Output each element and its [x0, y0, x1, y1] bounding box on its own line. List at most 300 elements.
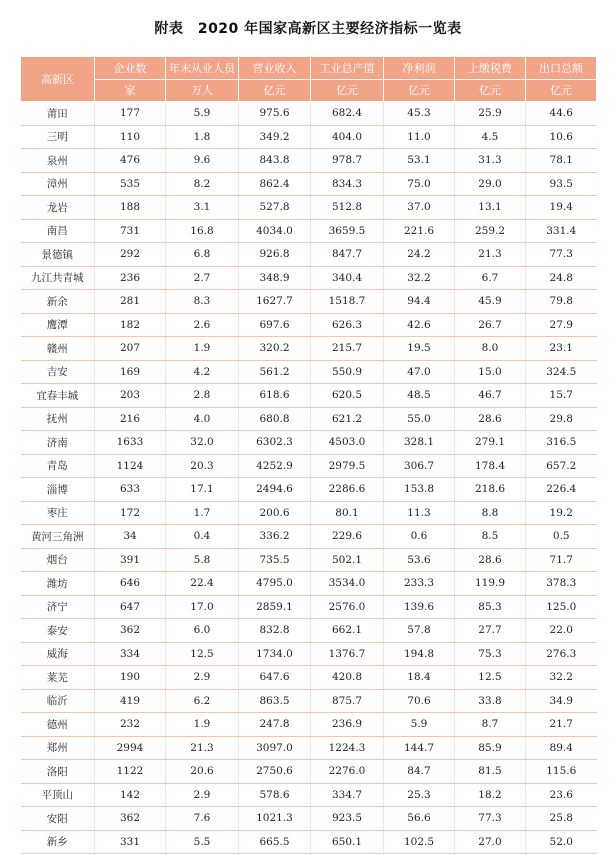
value-cell: 53.1 — [384, 149, 455, 173]
value-cell: 621.2 — [311, 407, 384, 431]
value-cell: 535 — [95, 172, 166, 196]
zone-name-cell: 烟台 — [21, 548, 95, 572]
value-cell: 4.2 — [166, 360, 239, 384]
value-cell: 125.0 — [526, 595, 597, 619]
value-cell: 419 — [95, 689, 166, 713]
value-cell: 21.3 — [455, 243, 526, 267]
value-cell: 4503.0 — [311, 431, 384, 455]
value-cell: 29.0 — [455, 172, 526, 196]
value-cell: 177 — [95, 102, 166, 126]
value-cell: 1518.7 — [311, 290, 384, 314]
zone-name-cell: 三明 — [21, 125, 95, 149]
value-cell: 1122 — [95, 760, 166, 784]
value-cell: 81.5 — [455, 760, 526, 784]
value-cell: 8.0 — [455, 337, 526, 361]
value-cell: 25.3 — [384, 783, 455, 807]
value-cell: 328.1 — [384, 431, 455, 455]
value-cell: 29.8 — [526, 407, 597, 431]
value-cell: 13.1 — [455, 196, 526, 220]
value-cell: 75.0 — [384, 172, 455, 196]
table-row — [21, 454, 597, 478]
value-cell: 78.1 — [526, 149, 597, 173]
table-row — [21, 689, 597, 713]
value-cell: 646 — [95, 572, 166, 596]
value-cell: 647 — [95, 595, 166, 619]
value-cell: 662.1 — [311, 619, 384, 643]
value-cell: 42.6 — [384, 313, 455, 337]
value-cell: 26.7 — [455, 313, 526, 337]
value-cell: 89.4 — [526, 736, 597, 760]
value-cell: 316.5 — [526, 431, 597, 455]
value-cell: 863.5 — [239, 689, 311, 713]
value-cell: 27.0 — [455, 830, 526, 854]
unit-header: 亿元 — [455, 79, 526, 102]
value-cell: 875.7 — [311, 689, 384, 713]
value-cell: 21.3 — [166, 736, 239, 760]
value-cell: 110 — [95, 125, 166, 149]
value-cell: 18.2 — [455, 783, 526, 807]
value-cell: 2.8 — [166, 384, 239, 408]
value-cell: 33.8 — [455, 689, 526, 713]
zone-name-cell: 平顶山 — [21, 783, 95, 807]
value-cell: 55.0 — [384, 407, 455, 431]
value-cell: 2859.1 — [239, 595, 311, 619]
table-row — [21, 736, 597, 760]
value-cell: 3.1 — [166, 196, 239, 220]
value-cell: 2286.6 — [311, 478, 384, 502]
unit-header: 亿元 — [526, 79, 597, 102]
column-header: 营业收入 — [239, 57, 311, 80]
value-cell: 215.7 — [311, 337, 384, 361]
table-row — [21, 313, 597, 337]
zone-name-cell: 漳州 — [21, 172, 95, 196]
value-cell: 44.6 — [526, 102, 597, 126]
value-cell: 142 — [95, 783, 166, 807]
value-cell: 847.7 — [311, 243, 384, 267]
zone-name-cell: 淄博 — [21, 478, 95, 502]
value-cell: 2494.6 — [239, 478, 311, 502]
zone-name-cell: 新乡 — [21, 830, 95, 854]
table-body — [21, 102, 597, 854]
value-cell: 226.4 — [526, 478, 597, 502]
value-cell: 279.1 — [455, 431, 526, 455]
value-cell: 378.3 — [526, 572, 597, 596]
value-cell: 9.6 — [166, 149, 239, 173]
value-cell: 19.4 — [526, 196, 597, 220]
value-cell: 77.3 — [526, 243, 597, 267]
zone-name-cell: 黄河三角洲 — [21, 525, 95, 549]
value-cell: 550.9 — [311, 360, 384, 384]
value-cell: 502.1 — [311, 548, 384, 572]
value-cell: 336.2 — [239, 525, 311, 549]
unit-row — [21, 79, 597, 102]
value-cell: 169 — [95, 360, 166, 384]
table-row — [21, 290, 597, 314]
value-cell: 218.6 — [455, 478, 526, 502]
value-cell: 281 — [95, 290, 166, 314]
value-cell: 5.9 — [166, 102, 239, 126]
value-cell: 1.9 — [166, 713, 239, 737]
zone-name-cell: 莆田 — [21, 102, 95, 126]
zone-name-cell: 泰安 — [21, 619, 95, 643]
table-row — [21, 431, 597, 455]
value-cell: 15.7 — [526, 384, 597, 408]
value-cell: 178.4 — [455, 454, 526, 478]
value-cell: 665.5 — [239, 830, 311, 854]
zone-name-cell: 抚州 — [21, 407, 95, 431]
value-cell: 19.2 — [526, 501, 597, 525]
value-cell: 6.8 — [166, 243, 239, 267]
table-row — [21, 619, 597, 643]
value-cell: 85.3 — [455, 595, 526, 619]
value-cell: 975.6 — [239, 102, 311, 126]
table-row — [21, 548, 597, 572]
value-cell: 119.9 — [455, 572, 526, 596]
zone-name-cell: 宜春丰城 — [21, 384, 95, 408]
zone-name-cell: 德州 — [21, 713, 95, 737]
value-cell: 2576.0 — [311, 595, 384, 619]
value-cell: 79.8 — [526, 290, 597, 314]
value-cell: 32.0 — [166, 431, 239, 455]
unit-header: 亿元 — [311, 79, 384, 102]
value-cell: 24.2 — [384, 243, 455, 267]
value-cell: 102.5 — [384, 830, 455, 854]
zone-name-cell: 赣州 — [21, 337, 95, 361]
value-cell: 45.9 — [455, 290, 526, 314]
zone-name-cell: 莱芜 — [21, 666, 95, 690]
value-cell: 236 — [95, 266, 166, 290]
value-cell: 6.0 — [166, 619, 239, 643]
value-cell: 229.6 — [311, 525, 384, 549]
zone-name-cell: 临沂 — [21, 689, 95, 713]
table-row — [21, 149, 597, 173]
value-cell: 200.6 — [239, 501, 311, 525]
value-cell: 47.0 — [384, 360, 455, 384]
value-cell: 194.8 — [384, 642, 455, 666]
value-cell: 25.9 — [455, 102, 526, 126]
value-cell: 259.2 — [455, 219, 526, 243]
value-cell: 324.5 — [526, 360, 597, 384]
value-cell: 11.0 — [384, 125, 455, 149]
zone-name-cell: 洛阳 — [21, 760, 95, 784]
value-cell: 93.5 — [526, 172, 597, 196]
value-cell: 22.0 — [526, 619, 597, 643]
column-header: 年末从业人员 — [166, 57, 239, 80]
zone-name-cell: 威海 — [21, 642, 95, 666]
zone-name-cell: 泉州 — [21, 149, 95, 173]
value-cell: 0.6 — [384, 525, 455, 549]
page-title: 附表 2020 年国家高新区主要经济指标一览表 — [154, 21, 462, 37]
value-cell: 2.6 — [166, 313, 239, 337]
value-cell: 85.9 — [455, 736, 526, 760]
table-row — [21, 807, 597, 831]
value-cell: 3097.0 — [239, 736, 311, 760]
value-cell: 1.9 — [166, 337, 239, 361]
column-header: 出口总额 — [526, 57, 597, 80]
value-cell: 34.9 — [526, 689, 597, 713]
value-cell: 52.0 — [526, 830, 597, 854]
value-cell: 31.3 — [455, 149, 526, 173]
value-cell: 334 — [95, 642, 166, 666]
value-cell: 1627.7 — [239, 290, 311, 314]
value-cell: 77.3 — [455, 807, 526, 831]
value-cell: 207 — [95, 337, 166, 361]
value-cell: 188 — [95, 196, 166, 220]
table-row — [21, 266, 597, 290]
value-cell: 28.6 — [455, 407, 526, 431]
column-header: 企业数 — [95, 57, 166, 80]
value-cell: 362 — [95, 619, 166, 643]
value-cell: 626.3 — [311, 313, 384, 337]
value-cell: 1224.3 — [311, 736, 384, 760]
value-cell: 32.2 — [526, 666, 597, 690]
value-cell: 24.8 — [526, 266, 597, 290]
column-header-zone: 高新区 — [21, 57, 95, 102]
value-cell: 527.8 — [239, 196, 311, 220]
value-cell: 832.8 — [239, 619, 311, 643]
value-cell: 20.6 — [166, 760, 239, 784]
value-cell: 391 — [95, 548, 166, 572]
unit-header: 万人 — [166, 79, 239, 102]
value-cell: 27.7 — [455, 619, 526, 643]
value-cell: 2.7 — [166, 266, 239, 290]
value-cell: 71.7 — [526, 548, 597, 572]
value-cell: 362 — [95, 807, 166, 831]
value-cell: 84.7 — [384, 760, 455, 784]
value-cell: 172 — [95, 501, 166, 525]
header-row — [21, 57, 597, 80]
value-cell: 70.6 — [384, 689, 455, 713]
zone-name-cell: 新余 — [21, 290, 95, 314]
zone-name-cell: 鹰潭 — [21, 313, 95, 337]
value-cell: 0.4 — [166, 525, 239, 549]
value-cell: 10.6 — [526, 125, 597, 149]
value-cell: 6302.3 — [239, 431, 311, 455]
value-cell: 23.1 — [526, 337, 597, 361]
value-cell: 331 — [95, 830, 166, 854]
value-cell: 1021.3 — [239, 807, 311, 831]
value-cell: 8.8 — [455, 501, 526, 525]
value-cell: 1124 — [95, 454, 166, 478]
value-cell: 1633 — [95, 431, 166, 455]
value-cell: 6.7 — [455, 266, 526, 290]
value-cell: 247.8 — [239, 713, 311, 737]
column-header: 工业总产值 — [311, 57, 384, 80]
table-row — [21, 196, 597, 220]
value-cell: 45.3 — [384, 102, 455, 126]
value-cell: 682.4 — [311, 102, 384, 126]
value-cell: 561.2 — [239, 360, 311, 384]
value-cell: 32.2 — [384, 266, 455, 290]
value-cell: 420.8 — [311, 666, 384, 690]
value-cell: 7.6 — [166, 807, 239, 831]
value-cell: 2750.6 — [239, 760, 311, 784]
value-cell: 331.4 — [526, 219, 597, 243]
value-cell: 94.4 — [384, 290, 455, 314]
value-cell: 6.2 — [166, 689, 239, 713]
value-cell: 28.6 — [455, 548, 526, 572]
value-cell: 19.5 — [384, 337, 455, 361]
value-cell: 4795.0 — [239, 572, 311, 596]
value-cell: 647.6 — [239, 666, 311, 690]
value-cell: 11.3 — [384, 501, 455, 525]
zone-name-cell: 郑州 — [21, 736, 95, 760]
table-row — [21, 525, 597, 549]
value-cell: 476 — [95, 149, 166, 173]
column-header: 上缴税费 — [455, 57, 526, 80]
value-cell: 650.1 — [311, 830, 384, 854]
zone-name-cell: 潍坊 — [21, 572, 95, 596]
value-cell: 3534.0 — [311, 572, 384, 596]
value-cell: 144.7 — [384, 736, 455, 760]
value-cell: 618.6 — [239, 384, 311, 408]
value-cell: 221.6 — [384, 219, 455, 243]
value-cell: 3659.5 — [311, 219, 384, 243]
value-cell: 57.8 — [384, 619, 455, 643]
value-cell: 348.9 — [239, 266, 311, 290]
unit-header: 亿元 — [239, 79, 311, 102]
value-cell: 4.0 — [166, 407, 239, 431]
value-cell: 843.8 — [239, 149, 311, 173]
value-cell: 2979.5 — [311, 454, 384, 478]
unit-header: 亿元 — [384, 79, 455, 102]
table-row — [21, 243, 597, 267]
value-cell: 2.9 — [166, 783, 239, 807]
value-cell: 48.5 — [384, 384, 455, 408]
zone-name-cell: 济南 — [21, 431, 95, 455]
value-cell: 80.1 — [311, 501, 384, 525]
value-cell: 153.8 — [384, 478, 455, 502]
value-cell: 12.5 — [455, 666, 526, 690]
value-cell: 37.0 — [384, 196, 455, 220]
value-cell: 17.1 — [166, 478, 239, 502]
value-cell: 0.5 — [526, 525, 597, 549]
value-cell: 349.2 — [239, 125, 311, 149]
zone-name-cell: 龙岩 — [21, 196, 95, 220]
value-cell: 5.8 — [166, 548, 239, 572]
table-row — [21, 666, 597, 690]
table-row — [21, 760, 597, 784]
zone-name-cell: 景德镇 — [21, 243, 95, 267]
value-cell: 923.5 — [311, 807, 384, 831]
value-cell: 404.0 — [311, 125, 384, 149]
value-cell: 1376.7 — [311, 642, 384, 666]
value-cell: 697.6 — [239, 313, 311, 337]
value-cell: 20.3 — [166, 454, 239, 478]
value-cell: 8.3 — [166, 290, 239, 314]
value-cell: 139.6 — [384, 595, 455, 619]
value-cell: 978.7 — [311, 149, 384, 173]
value-cell: 5.9 — [384, 713, 455, 737]
table-row — [21, 501, 597, 525]
value-cell: 680.8 — [239, 407, 311, 431]
value-cell: 735.5 — [239, 548, 311, 572]
value-cell: 216 — [95, 407, 166, 431]
value-cell: 8.5 — [455, 525, 526, 549]
value-cell: 16.8 — [166, 219, 239, 243]
value-cell: 203 — [95, 384, 166, 408]
value-cell: 1.7 — [166, 501, 239, 525]
value-cell: 834.3 — [311, 172, 384, 196]
value-cell: 1.8 — [166, 125, 239, 149]
table-row — [21, 572, 597, 596]
zone-name-cell: 吉安 — [21, 360, 95, 384]
value-cell: 115.6 — [526, 760, 597, 784]
zone-name-cell: 九江共青城 — [21, 266, 95, 290]
value-cell: 27.9 — [526, 313, 597, 337]
table-row — [21, 595, 597, 619]
value-cell: 292 — [95, 243, 166, 267]
value-cell: 232 — [95, 713, 166, 737]
value-cell: 731 — [95, 219, 166, 243]
value-cell: 276.3 — [526, 642, 597, 666]
value-cell: 21.7 — [526, 713, 597, 737]
value-cell: 2994 — [95, 736, 166, 760]
value-cell: 334.7 — [311, 783, 384, 807]
value-cell: 4252.9 — [239, 454, 311, 478]
table-row — [21, 642, 597, 666]
value-cell: 46.7 — [455, 384, 526, 408]
value-cell: 34 — [95, 525, 166, 549]
value-cell: 320.2 — [239, 337, 311, 361]
value-cell: 236.9 — [311, 713, 384, 737]
value-cell: 233.3 — [384, 572, 455, 596]
economic-indicators-table — [20, 56, 597, 854]
value-cell: 17.0 — [166, 595, 239, 619]
value-cell: 23.6 — [526, 783, 597, 807]
table-row — [21, 384, 597, 408]
value-cell: 862.4 — [239, 172, 311, 196]
zone-name-cell: 南昌 — [21, 219, 95, 243]
unit-header: 家 — [95, 79, 166, 102]
value-cell: 306.7 — [384, 454, 455, 478]
zone-name-cell: 济宁 — [21, 595, 95, 619]
zone-name-cell: 枣庄 — [21, 501, 95, 525]
value-cell: 22.4 — [166, 572, 239, 596]
value-cell: 8.7 — [455, 713, 526, 737]
value-cell: 4034.0 — [239, 219, 311, 243]
value-cell: 2276.0 — [311, 760, 384, 784]
column-header: 净利润 — [384, 57, 455, 80]
table-row — [21, 219, 597, 243]
value-cell: 12.5 — [166, 642, 239, 666]
value-cell: 340.4 — [311, 266, 384, 290]
value-cell: 4.5 — [455, 125, 526, 149]
value-cell: 633 — [95, 478, 166, 502]
table-row — [21, 783, 597, 807]
table-row — [21, 102, 597, 126]
value-cell: 53.6 — [384, 548, 455, 572]
value-cell: 926.8 — [239, 243, 311, 267]
value-cell: 182 — [95, 313, 166, 337]
value-cell: 18.4 — [384, 666, 455, 690]
value-cell: 620.5 — [311, 384, 384, 408]
table-row — [21, 172, 597, 196]
value-cell: 15.0 — [455, 360, 526, 384]
value-cell: 75.3 — [455, 642, 526, 666]
table-row — [21, 478, 597, 502]
value-cell: 2.9 — [166, 666, 239, 690]
value-cell: 5.5 — [166, 830, 239, 854]
zone-name-cell: 安阳 — [21, 807, 95, 831]
table-row — [21, 830, 597, 854]
value-cell: 512.8 — [311, 196, 384, 220]
table-row — [21, 407, 597, 431]
value-cell: 190 — [95, 666, 166, 690]
value-cell: 657.2 — [526, 454, 597, 478]
table-row — [21, 125, 597, 149]
value-cell: 56.6 — [384, 807, 455, 831]
